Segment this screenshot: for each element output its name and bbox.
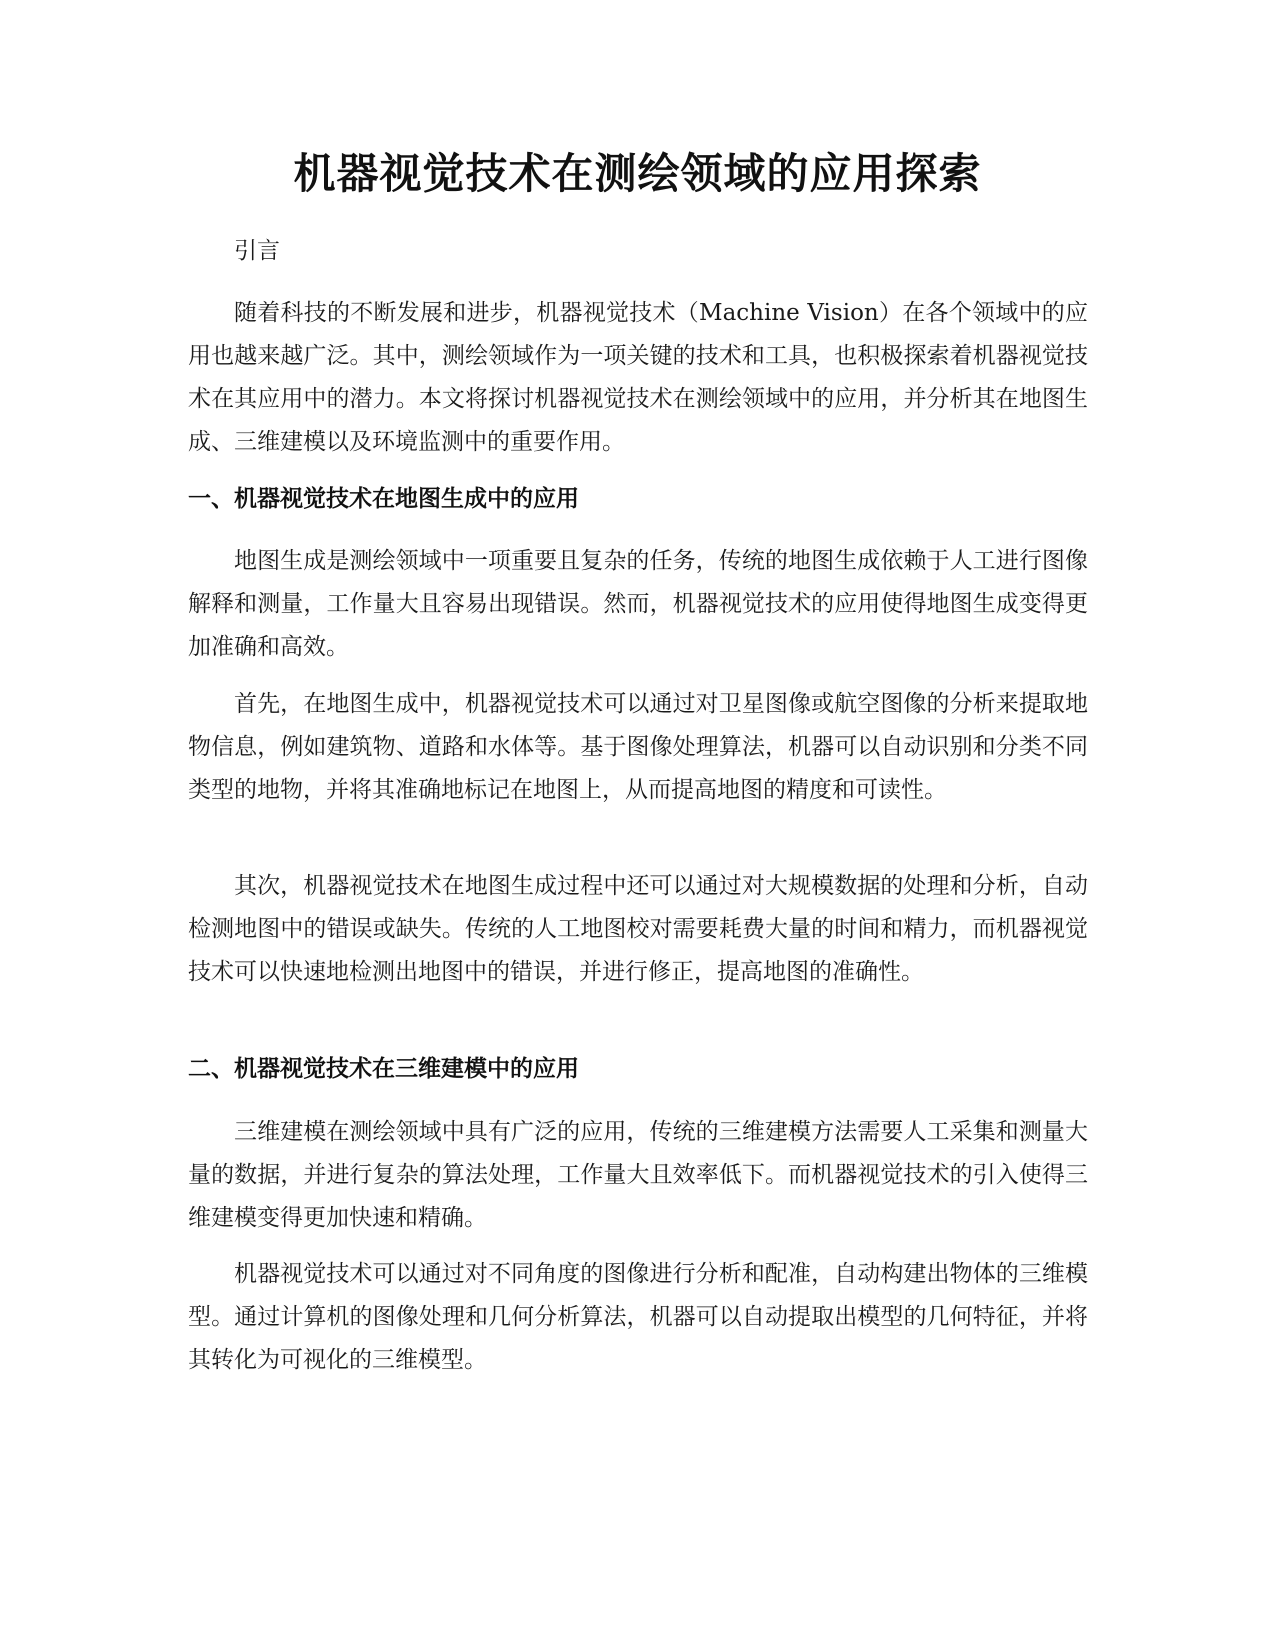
section-1-paragraph-3: 其次，机器视觉技术在地图生成过程中还可以通过对大规模数据的处理和分析，自动检测地图中的错误或缺失。传统的人工地图校对需要耗费大量的时间和精力，而机器视觉技术可以快速地检测出地图中的错误，并进行修正，提高地图的准确性。 xyxy=(188,873,1088,985)
section-2-paragraph-2: 机器视觉技术可以通过对不同角度的图像进行分析和配准，自动构建出物体的三维模型。通过计算机的图像处理和几何分析算法，机器可以自动提取出模型的几何特征，并将其转化为可视化的三维模型。 xyxy=(188,1261,1088,1373)
section-1-paragraph-2: 首先，在地图生成中，机器视觉技术可以通过对卫星图像或航空图像的分析来提取地物信息，例如建筑物、道路和水体等。基于图像处理算法，机器可以自动识别和分类不同类型的地物，并将其准确地标记在地图上，从而提高地图的精度和可读性。 xyxy=(188,691,1088,803)
section-2-paragraph-1: 三维建模在测绘领域中具有广泛的应用，传统的三维建模方法需要人工采集和测量大量的数据，并进行复杂的算法处理，工作量大且效率低下。而机器视觉技术的引入使得三维建模变得更加快速和精确。 xyxy=(188,1119,1088,1231)
section-1-paragraph-1: 地图生成是测绘领域中一项重要且复杂的任务，传统的地图生成依赖于人工进行图像解释和测量，工作量大且容易出现错误。然而，机器视觉技术的应用使得地图生成变得更加准确和高效。 xyxy=(188,548,1088,660)
document-title: 机器视觉技术在测绘领域的应用探索 xyxy=(293,149,982,198)
intro-label: 引言 xyxy=(234,238,280,264)
section-2-heading: 二、机器视觉技术在三维建模中的应用 xyxy=(188,1056,579,1082)
section-1-heading: 一、机器视觉技术在地图生成中的应用 xyxy=(188,486,579,512)
intro-paragraph: 随着科技的不断发展和进步，机器视觉技术（Machine Vision）在各个领域中的应用也越来越广泛。其中，测绘领域作为一项关键的技术和工具，也积极探索着机器视觉技术在其应用中的潜力。本文将探讨机器视觉技术在测绘领域中的应用，并分析其在地图生成、三维建模以及环境监测中的重要作用。 xyxy=(188,300,1088,455)
